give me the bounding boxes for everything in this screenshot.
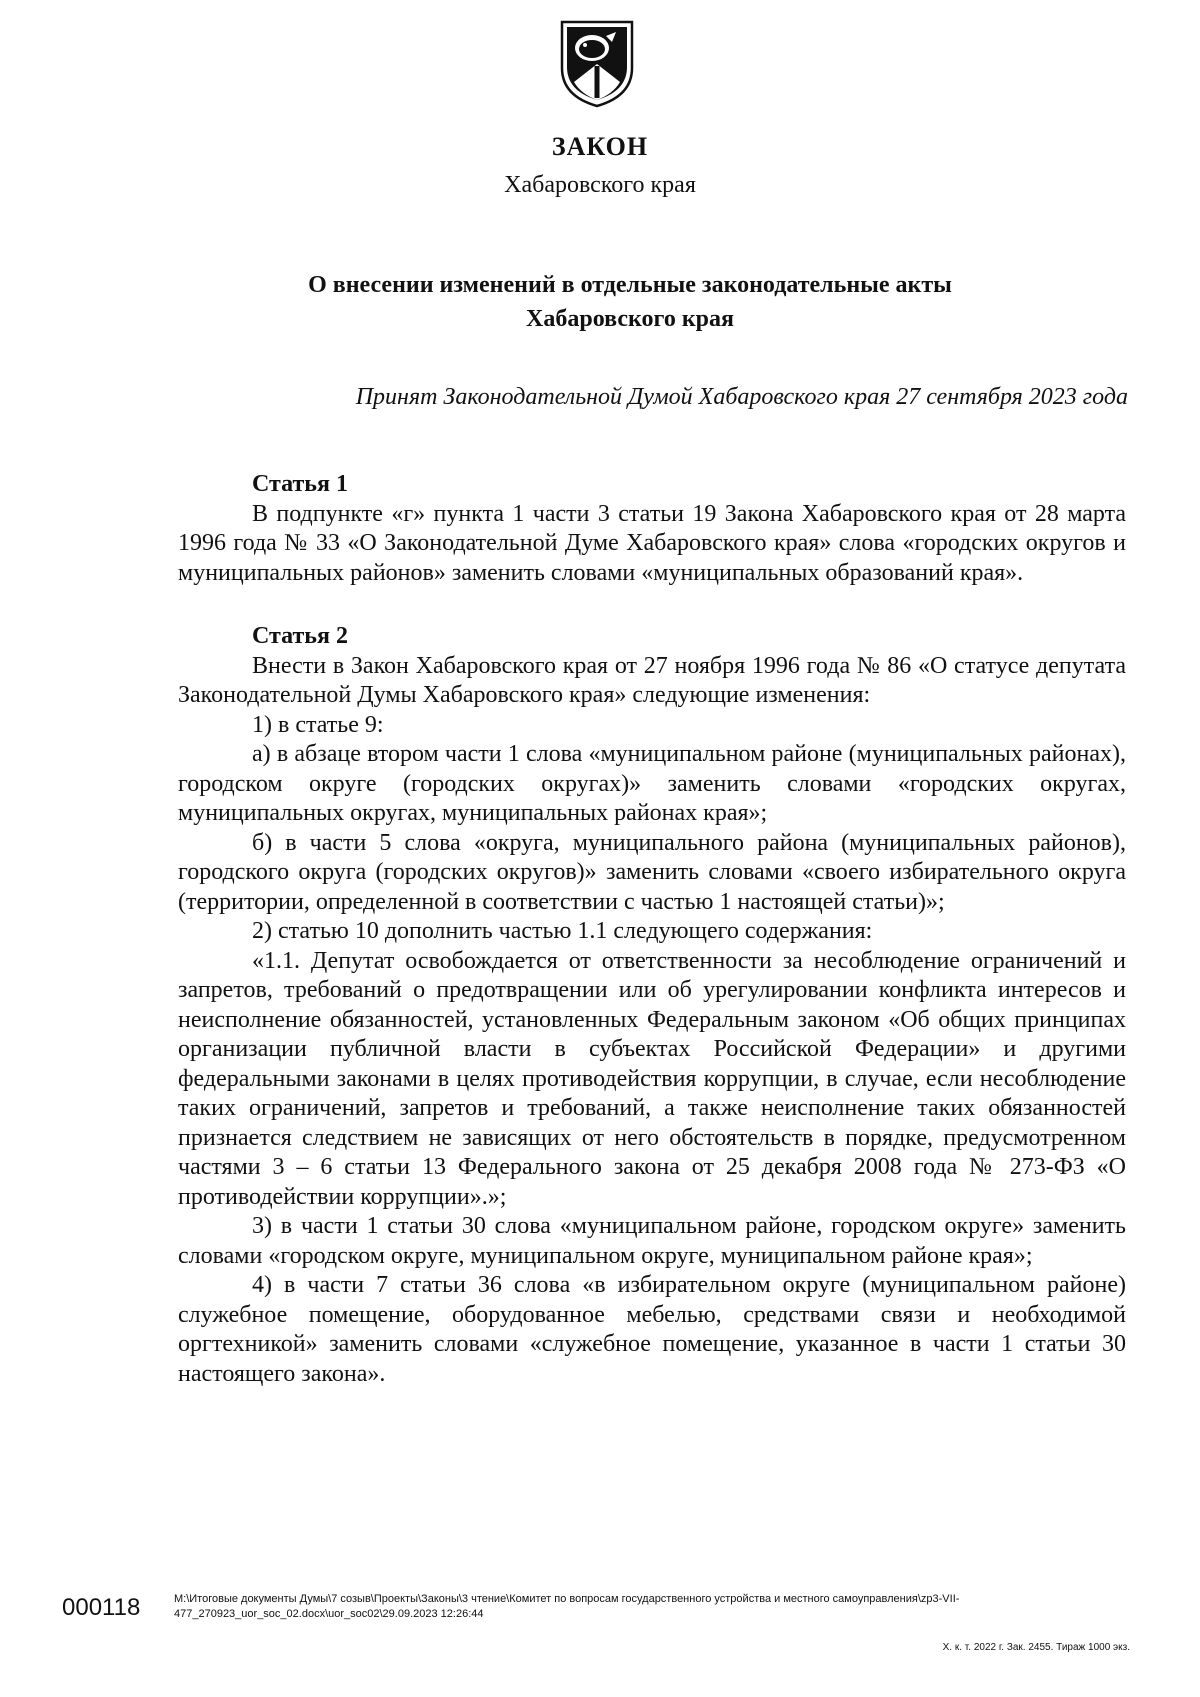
- law-heading-line: О внесении изменений в отдельные законодательные акты: [308, 272, 952, 298]
- document-number: 000118: [62, 1594, 141, 1621]
- article-1-title: Статья 1: [252, 471, 348, 497]
- adoption-note: Принят Законодательной Думой Хабаровского края 27 сентября 2023 года: [355, 384, 1128, 410]
- article-2-paragraph: а) в абзаце втором части 1 слова «муниципальном районе (муниципальных районах), городском округе (городских округах)» заменить словами «городских округах, муниципальных округах, муниципальных районах края»;: [178, 741, 1126, 826]
- file-path: [174, 1592, 1134, 1622]
- article-2-paragraph: «1.1. Депутат освобождается от ответственности за несоблюдение ограничений и запретов, требований о предотвращении или об урегулировании конфликта интересов и неисполнение обязанностей, установленных Федеральным законом «Об общих принципах организации публичной власти в субъектах Российской Федерации» и другими федеральными законами в целях противодействия коррупции, в случае, если несоблюдение таких ограничений, запретов и требований, а также неисполнение таких обязанностей признается следствием не зависящих от него обстоятельств в порядке, предусмотренном частями 3 – 6 статьи 13 Федерального закона от 25 декабря 2008 года № 273-ФЗ «О противодействии коррупции».»;: [178, 947, 1126, 1210]
- article-2-paragraph: б) в части 5 слова «округа, муниципального района (муниципальных районов), городского округа (городских округов)» заменить словами «своего избирательного округа (территории, определенной в соответствии с частью 1 настоящей статьи)»;: [178, 829, 1126, 915]
- law-title: ЗАКОН: [551, 132, 649, 161]
- spacer: [178, 588, 1126, 622]
- print-info: Х. к. т. 2022 г. Зак. 2455. Тираж 1000 экз.: [942, 1642, 1130, 1653]
- khabarovsk-coat-of-arms-icon: [558, 16, 636, 108]
- law-body: [178, 470, 1126, 1389]
- file-path-line: 477_270923_uor_soc_02.docx\uor_soc02\29.09.2023 12:26:44: [174, 1608, 484, 1620]
- article-2-paragraph: 4) в части 7 статьи 36 слова «в избирательном округе (муниципальном районе) служебное помещение, оборудованное мебелью, средствами связи и необходимой оргтехникой» заменить словами «служебное помещение, указанное в части 1 статьи 30 настоящего закона».: [178, 1272, 1126, 1387]
- article-2-paragraph: 3) в части 1 статьи 30 слова «муниципальном районе, городском округе» заменить словами «городском округе, муниципальном округе, муниципальном районе края»;: [178, 1213, 1126, 1269]
- law-heading-line: Хабаровского края: [526, 306, 734, 332]
- law-heading: [160, 268, 1100, 336]
- article-2-paragraph: Внести в Закон Хабаровского края от 27 ноября 1996 года № 86 «О статусе депутата Законодательной Думы Хабаровского края» следующие изменения:: [178, 652, 1126, 708]
- article-2-paragraph: 1) в статье 9:: [252, 711, 384, 738]
- article-2-paragraph: 2) статью 10 дополнить частью 1.1 следующего содержания:: [252, 918, 873, 944]
- article-2-title: Статья 2: [252, 623, 348, 649]
- article-1-text: В подпункте «г» пункта 1 части 3 статьи 19 Закона Хабаровского края от 28 марта 1996 года № 33 «О Законодательной Думе Хабаровского края» слова «городских округов и муниципальных районов» заменить словами «муниципальных образований края».: [178, 500, 1126, 586]
- law-region: Хабаровского края: [504, 172, 696, 198]
- file-path-line: М:\Итоговые документы Думы\7 созыв\Проекты\Законы\3 чтение\Комитет по вопросам государственного устройства и местного самоуправления\zp3-VII-: [174, 1593, 960, 1605]
